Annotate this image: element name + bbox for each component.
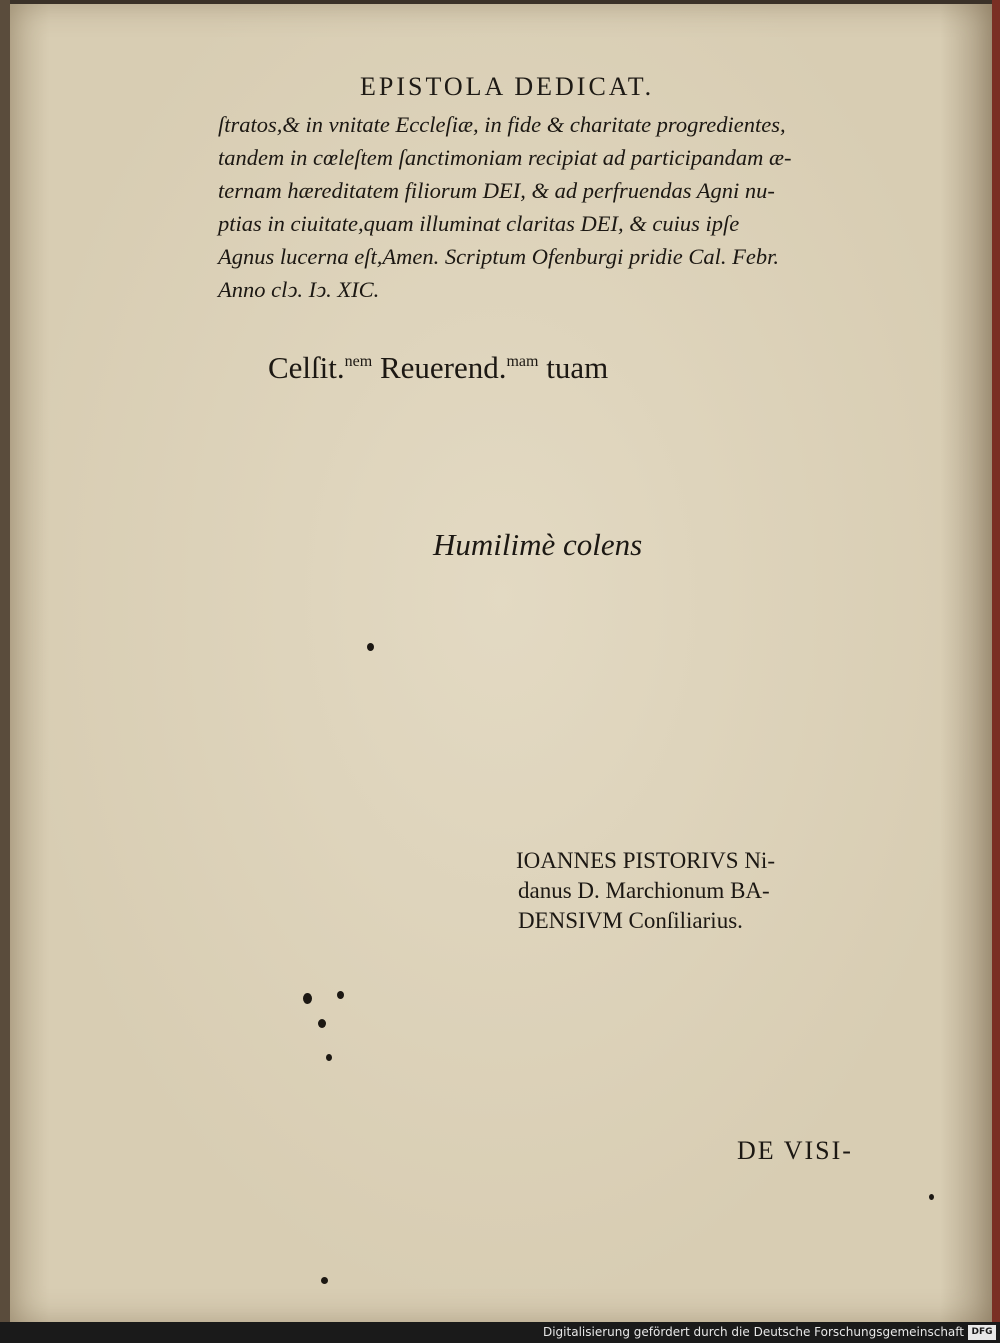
signature-line: IOANNES PISTORIVS Ni- [516,848,775,873]
ink-spot [326,1054,332,1061]
salutation-word: Reuerend. [372,350,507,385]
text-line: Agnus lucerna eſt,Amen. Scriptum Ofenburgi pridie Cal. Febr. [218,244,779,269]
salutation-word: Celſit. [268,350,345,385]
text-line: Anno clↄ. Iↄ. XIC. [218,277,380,302]
book-spine-edge [0,0,10,1322]
salutation-word: tuam [538,350,609,385]
closing-phrase: Humilimè colens [433,527,643,562]
dfg-logo: DFG [968,1325,996,1340]
ink-spot [337,991,344,999]
ink-spot [303,993,312,1004]
text-line: ternam hæreditatem filiorum DEI, & ad perfruendas Agni nu- [218,178,775,203]
digitization-footer [0,1322,1000,1343]
text-line: ſtratos,& in vnitate Eccleſiæ, in fide & charitate progredientes, [218,112,786,137]
funding-credit: Digitalisierung gefördert durch die Deutsche Forschungsgemeinschaft [542,1325,964,1339]
salutation-superscript: mam [506,353,539,370]
running-header: EPISTOLA DEDICAT. [360,72,655,101]
signature-block [516,846,916,936]
dedication-text [218,108,908,306]
signature-line: DENSIVM Conſiliarius. [518,908,743,933]
text-line: tandem in cœleſtem ſanctimoniam recipiat ad participandam æ- [218,145,792,170]
ink-spot [367,643,374,651]
salutation-superscript: nem [344,353,373,370]
text-line: ptias in ciuitate,quam illuminat claritas DEI, & cuius ipſe [218,211,740,236]
signature-line: danus D. Marchionum BA- [518,878,770,903]
catchword: DE VISI- [737,1136,853,1165]
ink-spot [318,1019,326,1028]
salutation [268,350,608,386]
book-cover-edge [992,0,1000,1322]
ink-spot [929,1194,934,1200]
ink-spot [321,1277,328,1284]
